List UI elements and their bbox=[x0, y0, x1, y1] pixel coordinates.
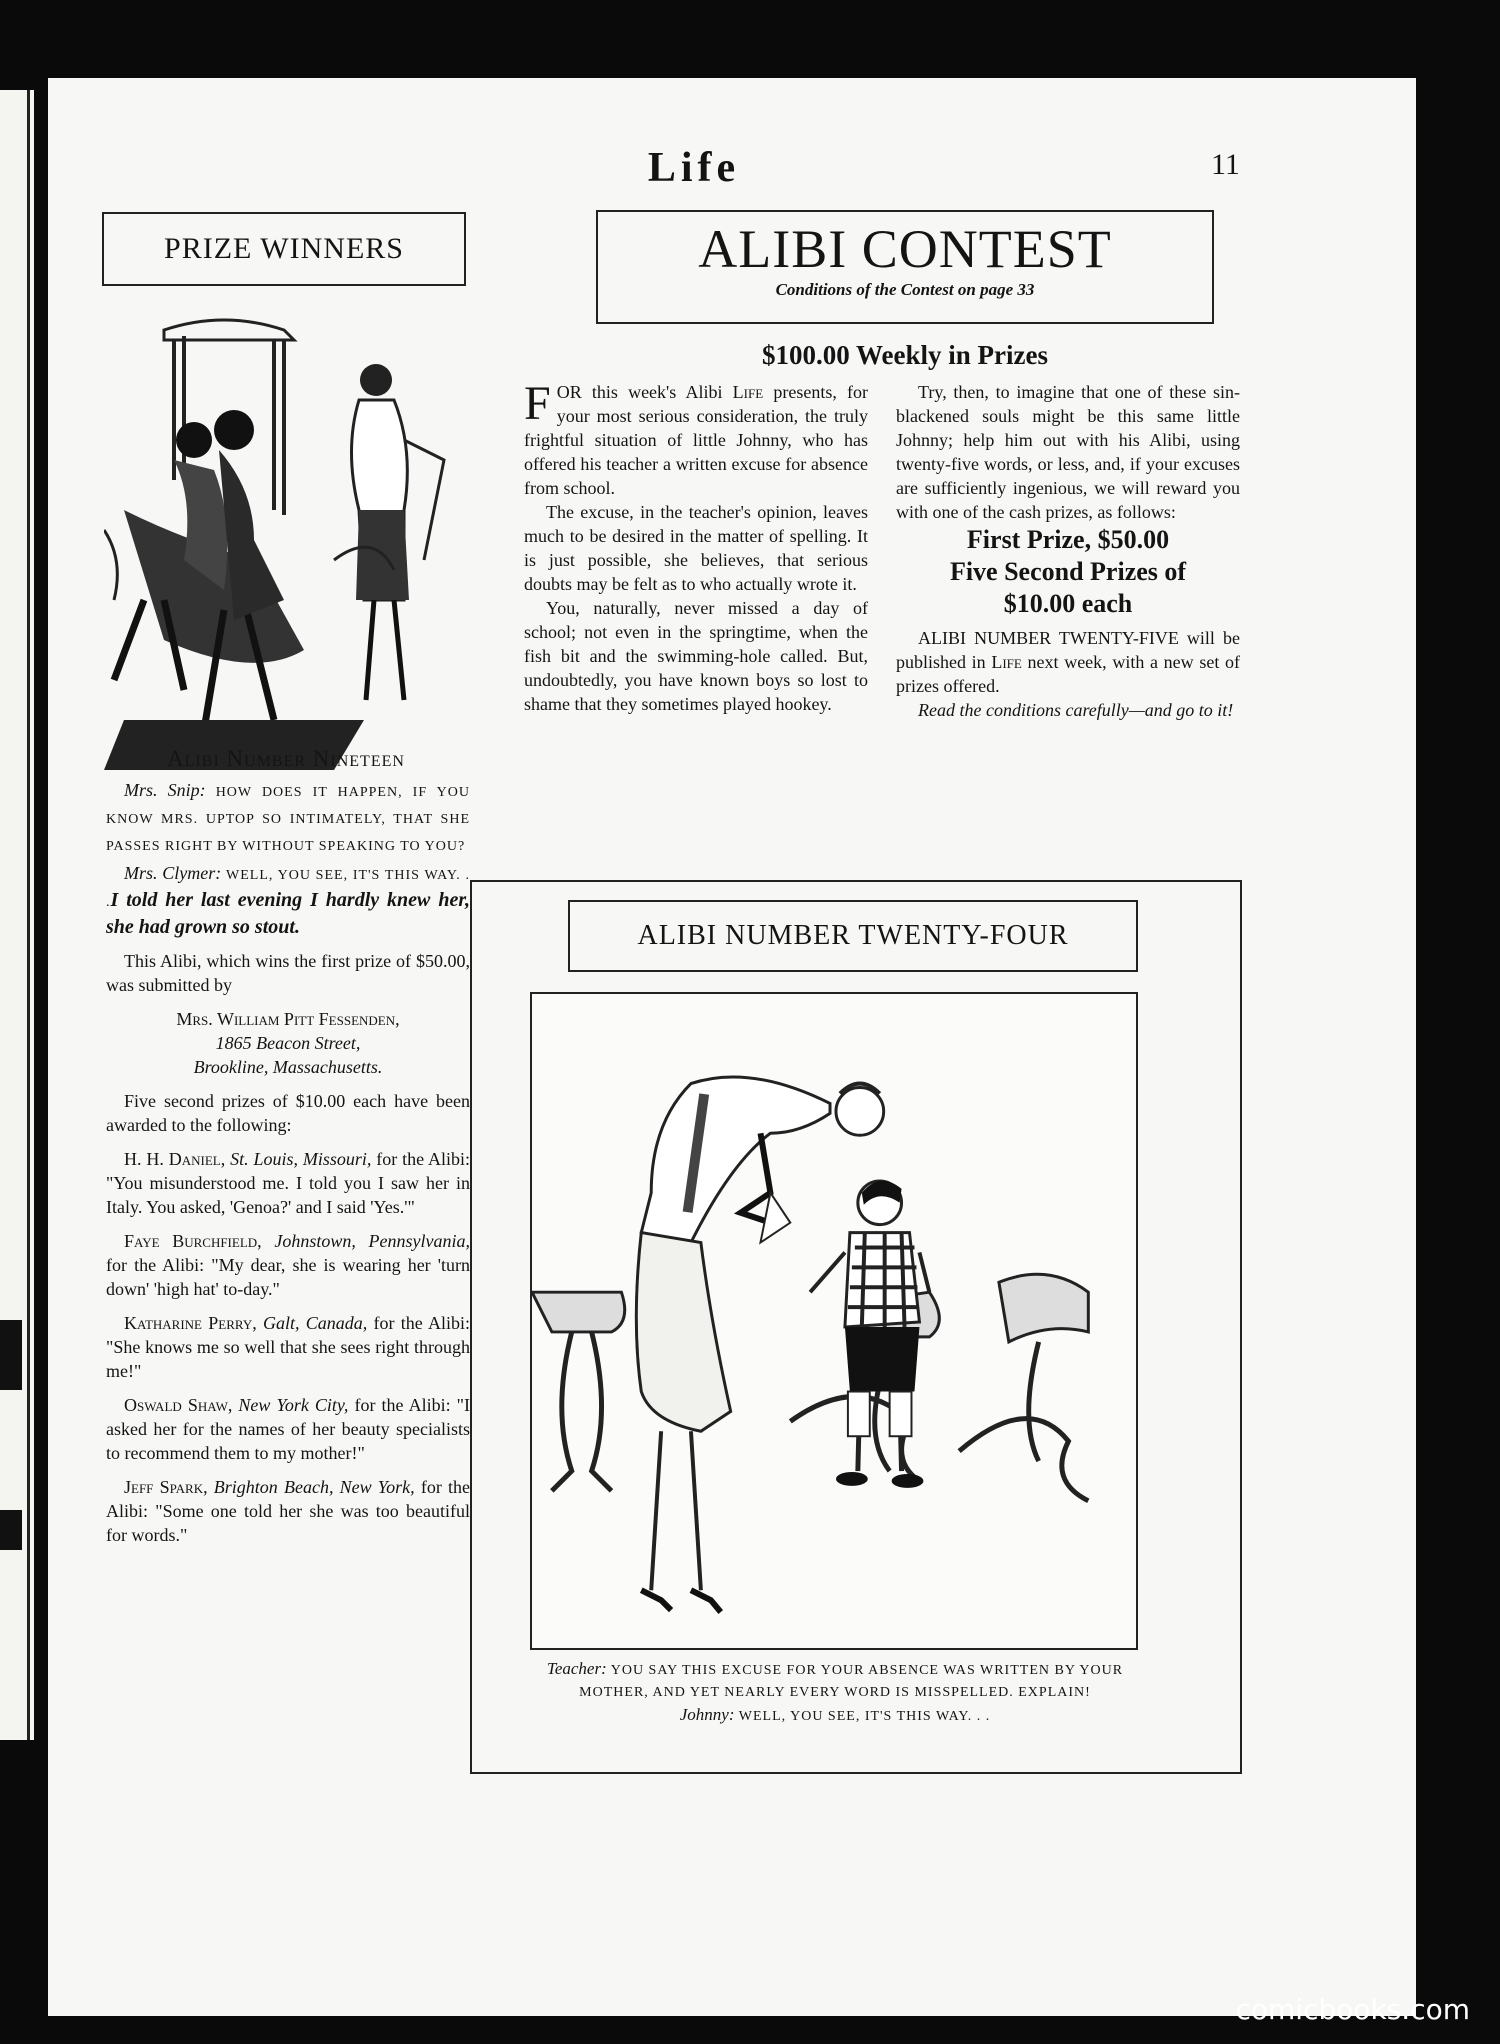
entry-name: Jeff Spark, bbox=[124, 1477, 208, 1497]
winner-entry bbox=[106, 1475, 470, 1547]
second-prizes-intro: Five second prizes of $10.00 each have been awarded to the following: bbox=[106, 1091, 470, 1135]
mrs-snip-question: HOW DOES IT HAPPEN, IF YOU KNOW MRS. UPTOP SO INTIMATELY, THAT SHE PASSES RIGHT BY WITHOUT SPEAKING TO YOU? bbox=[106, 785, 471, 854]
alibi-contest-banner bbox=[596, 210, 1214, 324]
entry-place: St. Louis, Missouri, bbox=[230, 1149, 372, 1169]
adjacent-page-edge bbox=[0, 90, 34, 1740]
second-prizes-line1: Five Second Prizes of bbox=[949, 557, 1187, 586]
entry-name: Faye Burchfield, bbox=[124, 1231, 262, 1251]
masthead-title: Life bbox=[647, 145, 741, 191]
winner-entry bbox=[106, 1311, 470, 1383]
winner-entry bbox=[106, 1393, 470, 1465]
contest-column-1 bbox=[524, 377, 868, 716]
teacher-label: Teacher: bbox=[546, 1659, 607, 1678]
entry-alibi: for the Alibi: "She knows me so well that she sees right through me!" bbox=[106, 1313, 471, 1381]
contest-conditions-note: Conditions of the Contest on page 33 bbox=[775, 280, 1035, 299]
johnny-label: Johnny: bbox=[679, 1705, 735, 1724]
johnny-line bbox=[542, 1704, 1128, 1728]
teacher-line bbox=[542, 1658, 1128, 1704]
entry-place: Galt, Canada, bbox=[262, 1313, 368, 1333]
johnny-dialogue: WELL, YOU SEE, IT'S THIS WAY. . . bbox=[738, 1709, 991, 1724]
winner-entry bbox=[106, 1147, 470, 1219]
entry-alibi: for the Alibi: "Some one told her she was too beautiful for words." bbox=[106, 1477, 471, 1545]
alibi-nineteen-illustration bbox=[104, 300, 468, 806]
teacher-and-johnny-cartoon bbox=[530, 992, 1138, 1650]
imagine-paragraph: Try, then, to imagine that one of these sin-blackened souls might be this same little Johnny; help him out with his Alibi, using twenty-five words, or less, and, if your excuses are sufficiently ingenious, we will reward you with one of the cash prizes, as follows: bbox=[896, 382, 1240, 522]
mrs-clymer-line bbox=[106, 861, 470, 939]
alibi-twenty-four-heading: ALIBI NUMBER TWENTY-FOUR bbox=[568, 900, 1138, 972]
mrs-snip-line bbox=[106, 778, 470, 859]
speaker-mrs-clymer: Mrs. Clymer: bbox=[124, 863, 222, 883]
intro-rest: presents, for your most serious consideration, the truly frightful situation of little Johnny, who has offered his teacher a written excuse for absence from school. bbox=[524, 382, 868, 498]
read-conditions-note: Read the conditions carefully—and go to it! bbox=[918, 700, 1234, 720]
first-prize: First Prize, $50.00 bbox=[966, 525, 1170, 554]
entry-place: Johnstown, Pennsylvania, bbox=[274, 1231, 470, 1251]
prize-winners-column bbox=[106, 778, 470, 1557]
teacher-dialogue: YOU SAY THIS EXCUSE FOR YOUR ABSENCE WAS WRITTEN BY YOUR MOTHER, AND YET NEARLY EVERY WORD IS MISSPELLED. EXPLAIN! bbox=[579, 1663, 1124, 1700]
first-prize-submission: This Alibi, which wins the first prize of $50.00, was submitted by bbox=[106, 951, 470, 995]
winner-city: Brookline, Massachusetts. bbox=[193, 1057, 383, 1077]
entry-place: New York City, bbox=[238, 1395, 349, 1415]
next-rest: next week, with a new set of prizes offered. bbox=[896, 652, 1241, 696]
alibi-nineteen-heading: Alibi Number Nineteen bbox=[167, 746, 405, 771]
page-number: 11 bbox=[1211, 148, 1240, 181]
winner-entry bbox=[106, 1229, 470, 1301]
entry-place: Brighton Beach, New York, bbox=[213, 1477, 415, 1497]
intro-lead: OR this week's Alibi bbox=[556, 382, 733, 402]
mrs-clymer-reply: WELL, YOU SEE, IT'S THIS WAY. . . bbox=[106, 868, 470, 910]
winning-alibi-text: I told her last evening I hardly knew her, she had grown so stout. bbox=[106, 889, 470, 938]
drop-cap: F bbox=[524, 377, 551, 430]
entry-name: Oswald Shaw, bbox=[124, 1395, 233, 1415]
hookey-paragraph: You, naturally, never missed a day of school; not even in the springtime, when the fish bit and the swimming-hole called. But, undoubtedly, you have known boys so lost to shame that they sometimes played hookey. bbox=[524, 598, 868, 714]
intro-life-mention: Life bbox=[732, 382, 764, 402]
spelling-paragraph: The excuse, in the teacher's opinion, leaves much to be desired in the matter of spelling. It is just possible, she believes, that serious doubts may be felt as to who actually wrote it. bbox=[524, 502, 868, 594]
entry-alibi: for the Alibi: "I asked her for the names of her beauty specialists to recommend them to my mother!" bbox=[106, 1395, 470, 1463]
contest-title: ALIBI CONTEST bbox=[698, 219, 1112, 279]
winner-street: 1865 Beacon Street, bbox=[215, 1033, 361, 1053]
second-prizes-line2: $10.00 each bbox=[1003, 589, 1133, 618]
next-lead: ALIBI NUMBER TWENTY-FIVE will be published in bbox=[896, 628, 1240, 672]
entry-alibi: for the Alibi: "My dear, she is wearing her 'turn down' 'high hat' to-day." bbox=[106, 1255, 470, 1299]
cartoon-caption bbox=[542, 1658, 1128, 1728]
intro-paragraph bbox=[524, 377, 868, 500]
winner-name: Mrs. William Pitt Fessenden, bbox=[176, 1009, 400, 1029]
magazine-page bbox=[48, 78, 1416, 2016]
entry-alibi: for the Alibi: "You misunderstood me. I told you I saw her in Italy. You asked, 'Genoa?' and I said 'Yes.'" bbox=[106, 1149, 470, 1217]
next-life-mention: Life bbox=[991, 652, 1022, 672]
entry-name: H. H. Daniel, bbox=[124, 1149, 226, 1169]
next-week-paragraph bbox=[896, 626, 1240, 698]
prize-winners-heading: PRIZE WINNERS bbox=[102, 212, 466, 286]
contest-column-2 bbox=[896, 380, 1240, 722]
weekly-prizes-heading: $100.00 Weekly in Prizes bbox=[762, 340, 1048, 370]
speaker-mrs-snip: Mrs. Snip: bbox=[124, 780, 206, 800]
site-watermark: comicbooks.com bbox=[1235, 1993, 1470, 2026]
entry-name: Katharine Perry, bbox=[124, 1313, 257, 1333]
